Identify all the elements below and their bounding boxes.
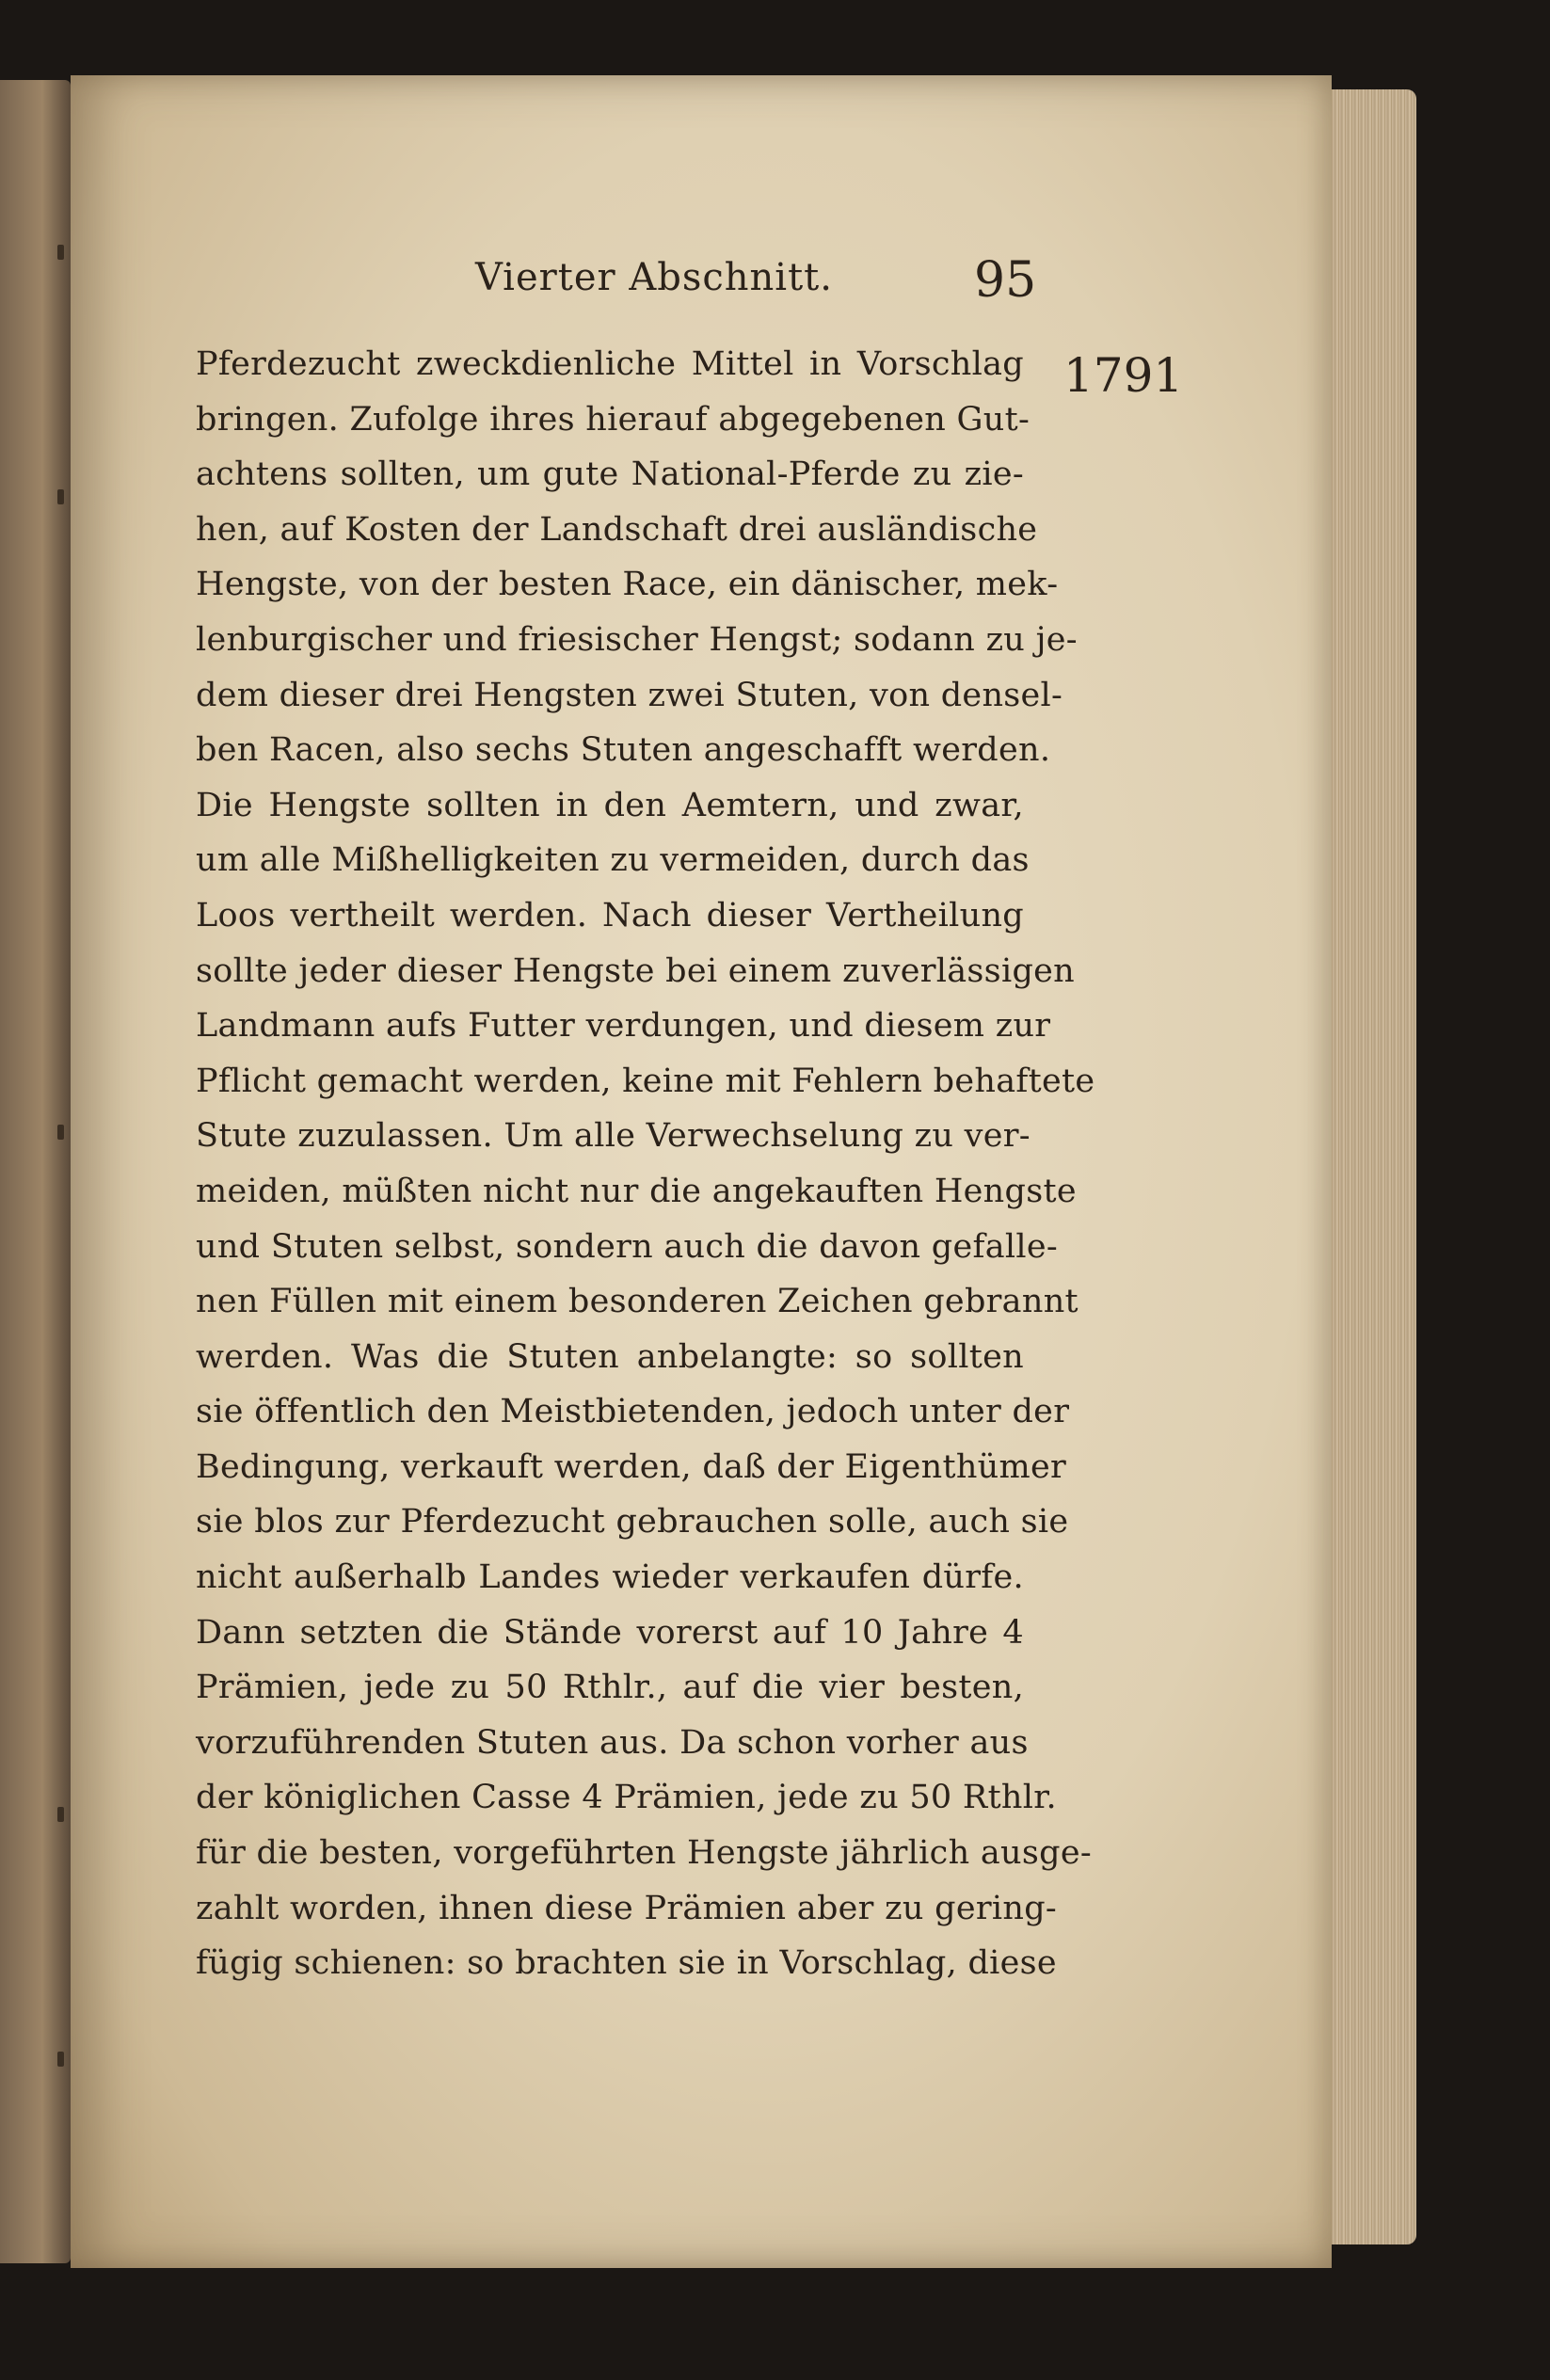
text-line: zahlt worden, ihnen diese Prämien aber zu gering- — [196, 1889, 1058, 1927]
body-text — [196, 337, 1095, 1991]
text-line: lenburgischer und friesischer Hengst; sodann zu je- — [196, 620, 1078, 659]
text-line: fügig schienen: so brachten sie in Vorschlag, diese — [196, 1944, 1057, 1983]
text-line: Prämien, jede zu 50 Rthlr., auf die vier besten, — [196, 1669, 1024, 1707]
text-line: um alle Mißhelligkeiten zu vermeiden, durch das — [196, 841, 1030, 880]
text-line: werden. Was die Stuten anbelangte: so sollten — [196, 1337, 1024, 1376]
text-line: bringen. Zufolge ihres hierauf abgegebenen Gut- — [196, 400, 1031, 439]
gutter-mark — [57, 1807, 64, 1822]
text-line: sollte jeder dieser Hengste bei einem zuverlässigen — [196, 951, 1075, 990]
text-line: sie öffentlich den Meistbietenden, jedoch unter der — [196, 1393, 1070, 1431]
text-line: hen, auf Kosten der Landschaft drei ausländische — [196, 510, 1038, 549]
text-line: vorzuführenden Stuten aus. Da schon vorher aus — [196, 1723, 1029, 1762]
text-line: Dann setzten die Stände vorerst auf 10 Jahre 4 — [196, 1613, 1024, 1652]
running-head-title: Vierter Abschnitt. — [475, 256, 833, 299]
text-line: nicht außerhalb Landes wieder verkaufen dürfe. — [196, 1558, 1024, 1597]
text-line: dem dieser drei Hengsten zwei Stuten, von densel- — [196, 676, 1063, 714]
text-line: sie blos zur Pferdezucht gebrauchen solle, auch sie — [196, 1503, 1069, 1541]
gutter-mark — [57, 489, 64, 504]
text-line: Landmann aufs Futter verdungen, und diesem zur — [196, 1007, 1051, 1046]
text-line: Pflicht gemacht werden, keine mit Fehlern behaftete — [196, 1062, 1095, 1100]
text-line: achtens sollten, um gute National-Pferde zu zie- — [196, 455, 1024, 494]
text-line: Hengste, von der besten Race, ein dänischer, mek- — [196, 566, 1059, 604]
text-line: der königlichen Casse 4 Prämien, jede zu 50 Rthlr. — [196, 1779, 1057, 1817]
gutter-mark — [57, 2052, 64, 2067]
text-line: nen Füllen mit einem besonderen Zeichen gebrannt — [196, 1283, 1079, 1321]
text-line: für die besten, vorgeführten Hengste jährlich ausge- — [196, 1834, 1092, 1873]
text-line: ben Racen, also sechs Stuten angeschafft werden. — [196, 731, 1051, 770]
gutter-mark — [57, 245, 64, 260]
text-line: Loos vertheilt werden. Nach dieser Vertheilung — [196, 896, 1024, 934]
text-line: und Stuten selbst, sondern auch die davon gefalle- — [196, 1227, 1059, 1266]
text-line: meiden, müßten nicht nur die angekauften Hengste — [196, 1172, 1077, 1210]
text-line: Stute zuzulassen. Um alle Verwechselung zu ver- — [196, 1117, 1031, 1156]
text-line: Pferdezucht zweckdienliche Mittel in Vorschlag — [196, 345, 1024, 383]
text-line: Bedingung, verkauft werden, daß der Eigenthümer — [196, 1447, 1067, 1486]
page-number: 95 — [974, 252, 1037, 309]
gutter-mark — [57, 1125, 64, 1140]
text-line: Die Hengste sollten in den Aemtern, und zwar, — [196, 786, 1024, 824]
left-page-edge — [0, 80, 71, 2263]
margin-year-note: 1791 — [1063, 348, 1184, 403]
